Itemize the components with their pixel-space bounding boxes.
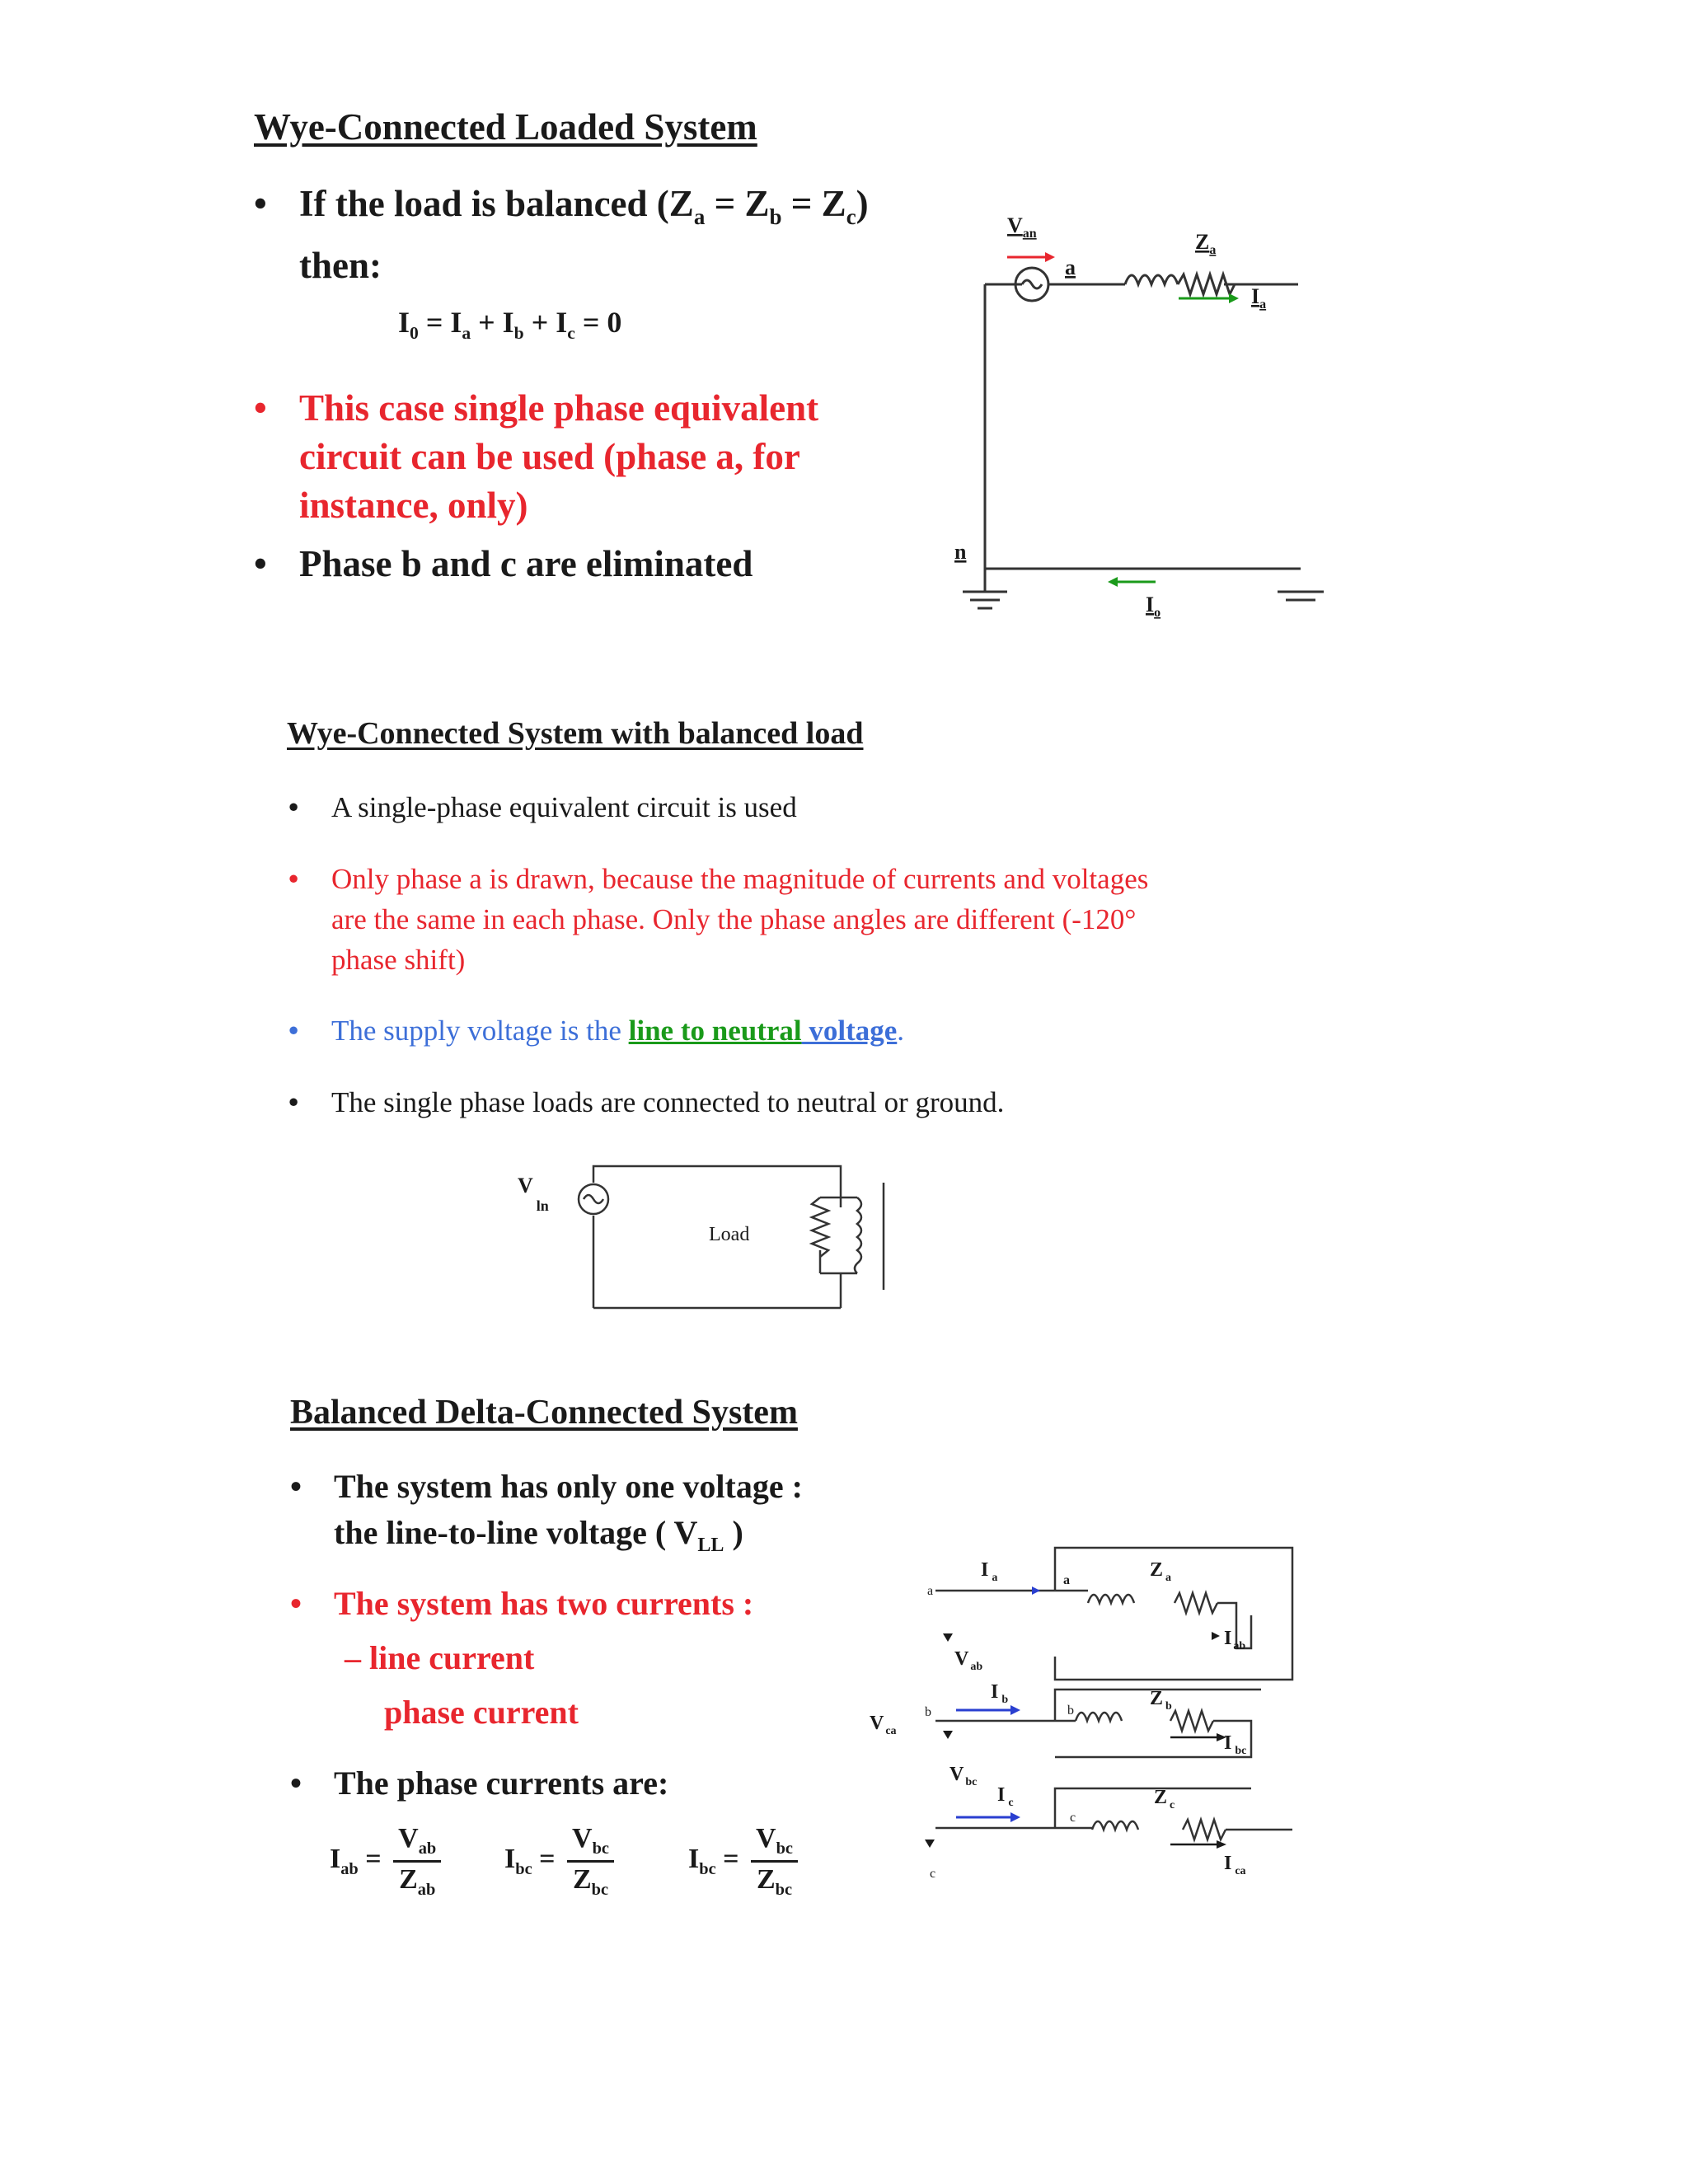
bullet-dot: • [254,543,267,584]
node-b-right: b [1067,1704,1074,1718]
van-arrow-head [1045,252,1055,262]
delta-ica-label: I $_{ca}$ [1224,1853,1246,1877]
io-arrow-head [1108,577,1118,587]
ib-arrow-head [1010,1705,1020,1715]
bullet-supply-voltage: The supply voltage is the line to neutral voltage. [331,1015,905,1047]
ica-arrow-head [1217,1840,1226,1849]
delta-ibc-label: I $_{bc}$ [1224,1732,1247,1757]
phase-c-top [1055,1788,1251,1828]
delta-iab-label: I $_{ab}$ [1224,1628,1246,1652]
fraction: $\frac{V_{bc}}{Z_{bc}}$ [567,1823,614,1900]
section-title-wye-loaded: Wye-Connected Loaded System [254,106,757,148]
bullet-one-voltage: The system has only one voltage : the line-to-line voltage ( $V_{LL}$ ) [334,1468,803,1556]
ia-label: $I_a$ [1251,284,1267,312]
wye-single-phase-diagram [940,198,1343,635]
formula-ica: $I_{bc}$ = $\frac{V_{bc}}{Z_{bc}}$ [688,1823,798,1900]
delta-connected-diagram [857,1541,1319,1904]
bullet-loads-connected: The single phase loads are connected to neutral or ground. [331,1086,1005,1118]
fraction: $\frac{V_{ab}}{Z_{ab}}$ [393,1823,441,1900]
formula-ibc: $I_{bc}$ = $\frac{V_{bc}}{Z_{bc}}$ [504,1823,614,1900]
delta-vbc-label: V $_{bc}$ [950,1764,978,1788]
delta-za-label: Z $_a$ [1150,1559,1172,1584]
delta-zb-label: Z $_b$ [1150,1688,1172,1713]
delta-loop-outer [1055,1548,1292,1680]
resistor-zc [1183,1820,1226,1840]
bullet-dot: • [288,1086,299,1118]
bullet-dot: • [254,387,267,429]
source-wave [1022,280,1042,288]
vca-arrow-head [925,1840,935,1848]
bullet-dot: • [290,1585,302,1622]
delta-ic-label: I $_c$ [997,1784,1014,1809]
inductor-zc [1092,1821,1138,1830]
top-wire [593,1166,841,1207]
ic-arrow-head [1010,1812,1020,1822]
ia-arrow-head [1229,293,1239,303]
section-title-delta: Balanced Delta-Connected System [290,1394,798,1432]
delta-ia-label: I $_a$ [981,1559,998,1584]
single-phase-equivalent-diagram [511,1158,898,1323]
bullet-only-phase-a: Only phase a is drawn, because the magnitude of currents and voltages are the same in each phase. Only the phase angles are different (-120° phase shift) [331,863,1149,976]
resistor-zb [1170,1711,1213,1731]
load-label: Load [709,1224,750,1245]
bullet-equivalent-used: A single-phase equivalent circuit is used [331,791,797,823]
inductor-zb [1076,1713,1122,1721]
voltage-link[interactable]: voltage [801,1015,898,1047]
sub-bullet-phase-current: phase current [384,1694,579,1731]
io-label: $I_o$ [1146,593,1161,620]
node-c-left: c [930,1867,936,1881]
node-a-left: a [927,1584,934,1598]
resistor-za [1175,1593,1217,1613]
vln-source-wave [584,1195,603,1203]
node-a-label: a [1065,255,1076,279]
iab-arrow-head [1212,1632,1220,1640]
node-b-left: b [925,1705,931,1719]
vab-arrow-head [943,1633,953,1642]
bullet-single-phase-equivalent: This case single phase equivalent circuit can be used (phase a, for instance, only) [299,387,819,526]
van-label: $V_{an}$ [1007,213,1037,241]
bullet-dot: • [288,791,299,823]
bullet-balanced-load: If the load is balanced $(Z_a = Z_b = Z_c)$ then: [299,183,869,286]
bullet-dot: • [288,863,299,895]
neutral-current-equation: $I_0 = I_a + I_b + I_c = 0$ [398,306,622,344]
za-label: $Z_a$ [1195,230,1217,257]
line-to-neutral-link[interactable]: line to neutral [628,1015,802,1047]
bullet-dot: • [290,1765,302,1802]
bullet-phases-eliminated: Phase b and c are eliminated [299,543,753,584]
bullet-dot: • [288,1015,299,1047]
node-a-right: a [1063,1573,1070,1587]
sub-bullet-line-current: – line current [345,1639,535,1676]
load-resistor [812,1197,828,1257]
fraction: $\frac{V_{bc}}{Z_{bc}}$ [751,1823,798,1900]
section-title-wye-balanced: Wye-Connected System with balanced load [287,716,864,751]
bullet-dot: • [254,183,267,224]
ia-arrow-head [1032,1586,1040,1595]
node-c-right: c [1070,1811,1076,1825]
load-inductor [855,1197,861,1273]
node-n-label: n [954,540,967,564]
bullet-dot: • [290,1468,302,1505]
delta-vab-label: V $_{ab}$ [954,1648,983,1673]
inductor-za [1125,275,1178,284]
delta-ib-label: I $_b$ [991,1681,1009,1706]
delta-vca-label: V $_{ca}$ [870,1713,897,1737]
delta-zc-label: Z $_c$ [1154,1787,1175,1811]
bullet-two-currents: The system has two currents : [334,1585,754,1622]
vln-label: $V_{ln}$ [518,1174,549,1214]
inductor-za [1088,1595,1134,1603]
vbc-arrow-head [943,1731,953,1739]
formula-iab: $I_{ab}$ = $\frac{V_{ab}}{Z_{ab}}$ [330,1823,441,1900]
bullet-phase-currents: The phase currents are: [334,1765,669,1802]
